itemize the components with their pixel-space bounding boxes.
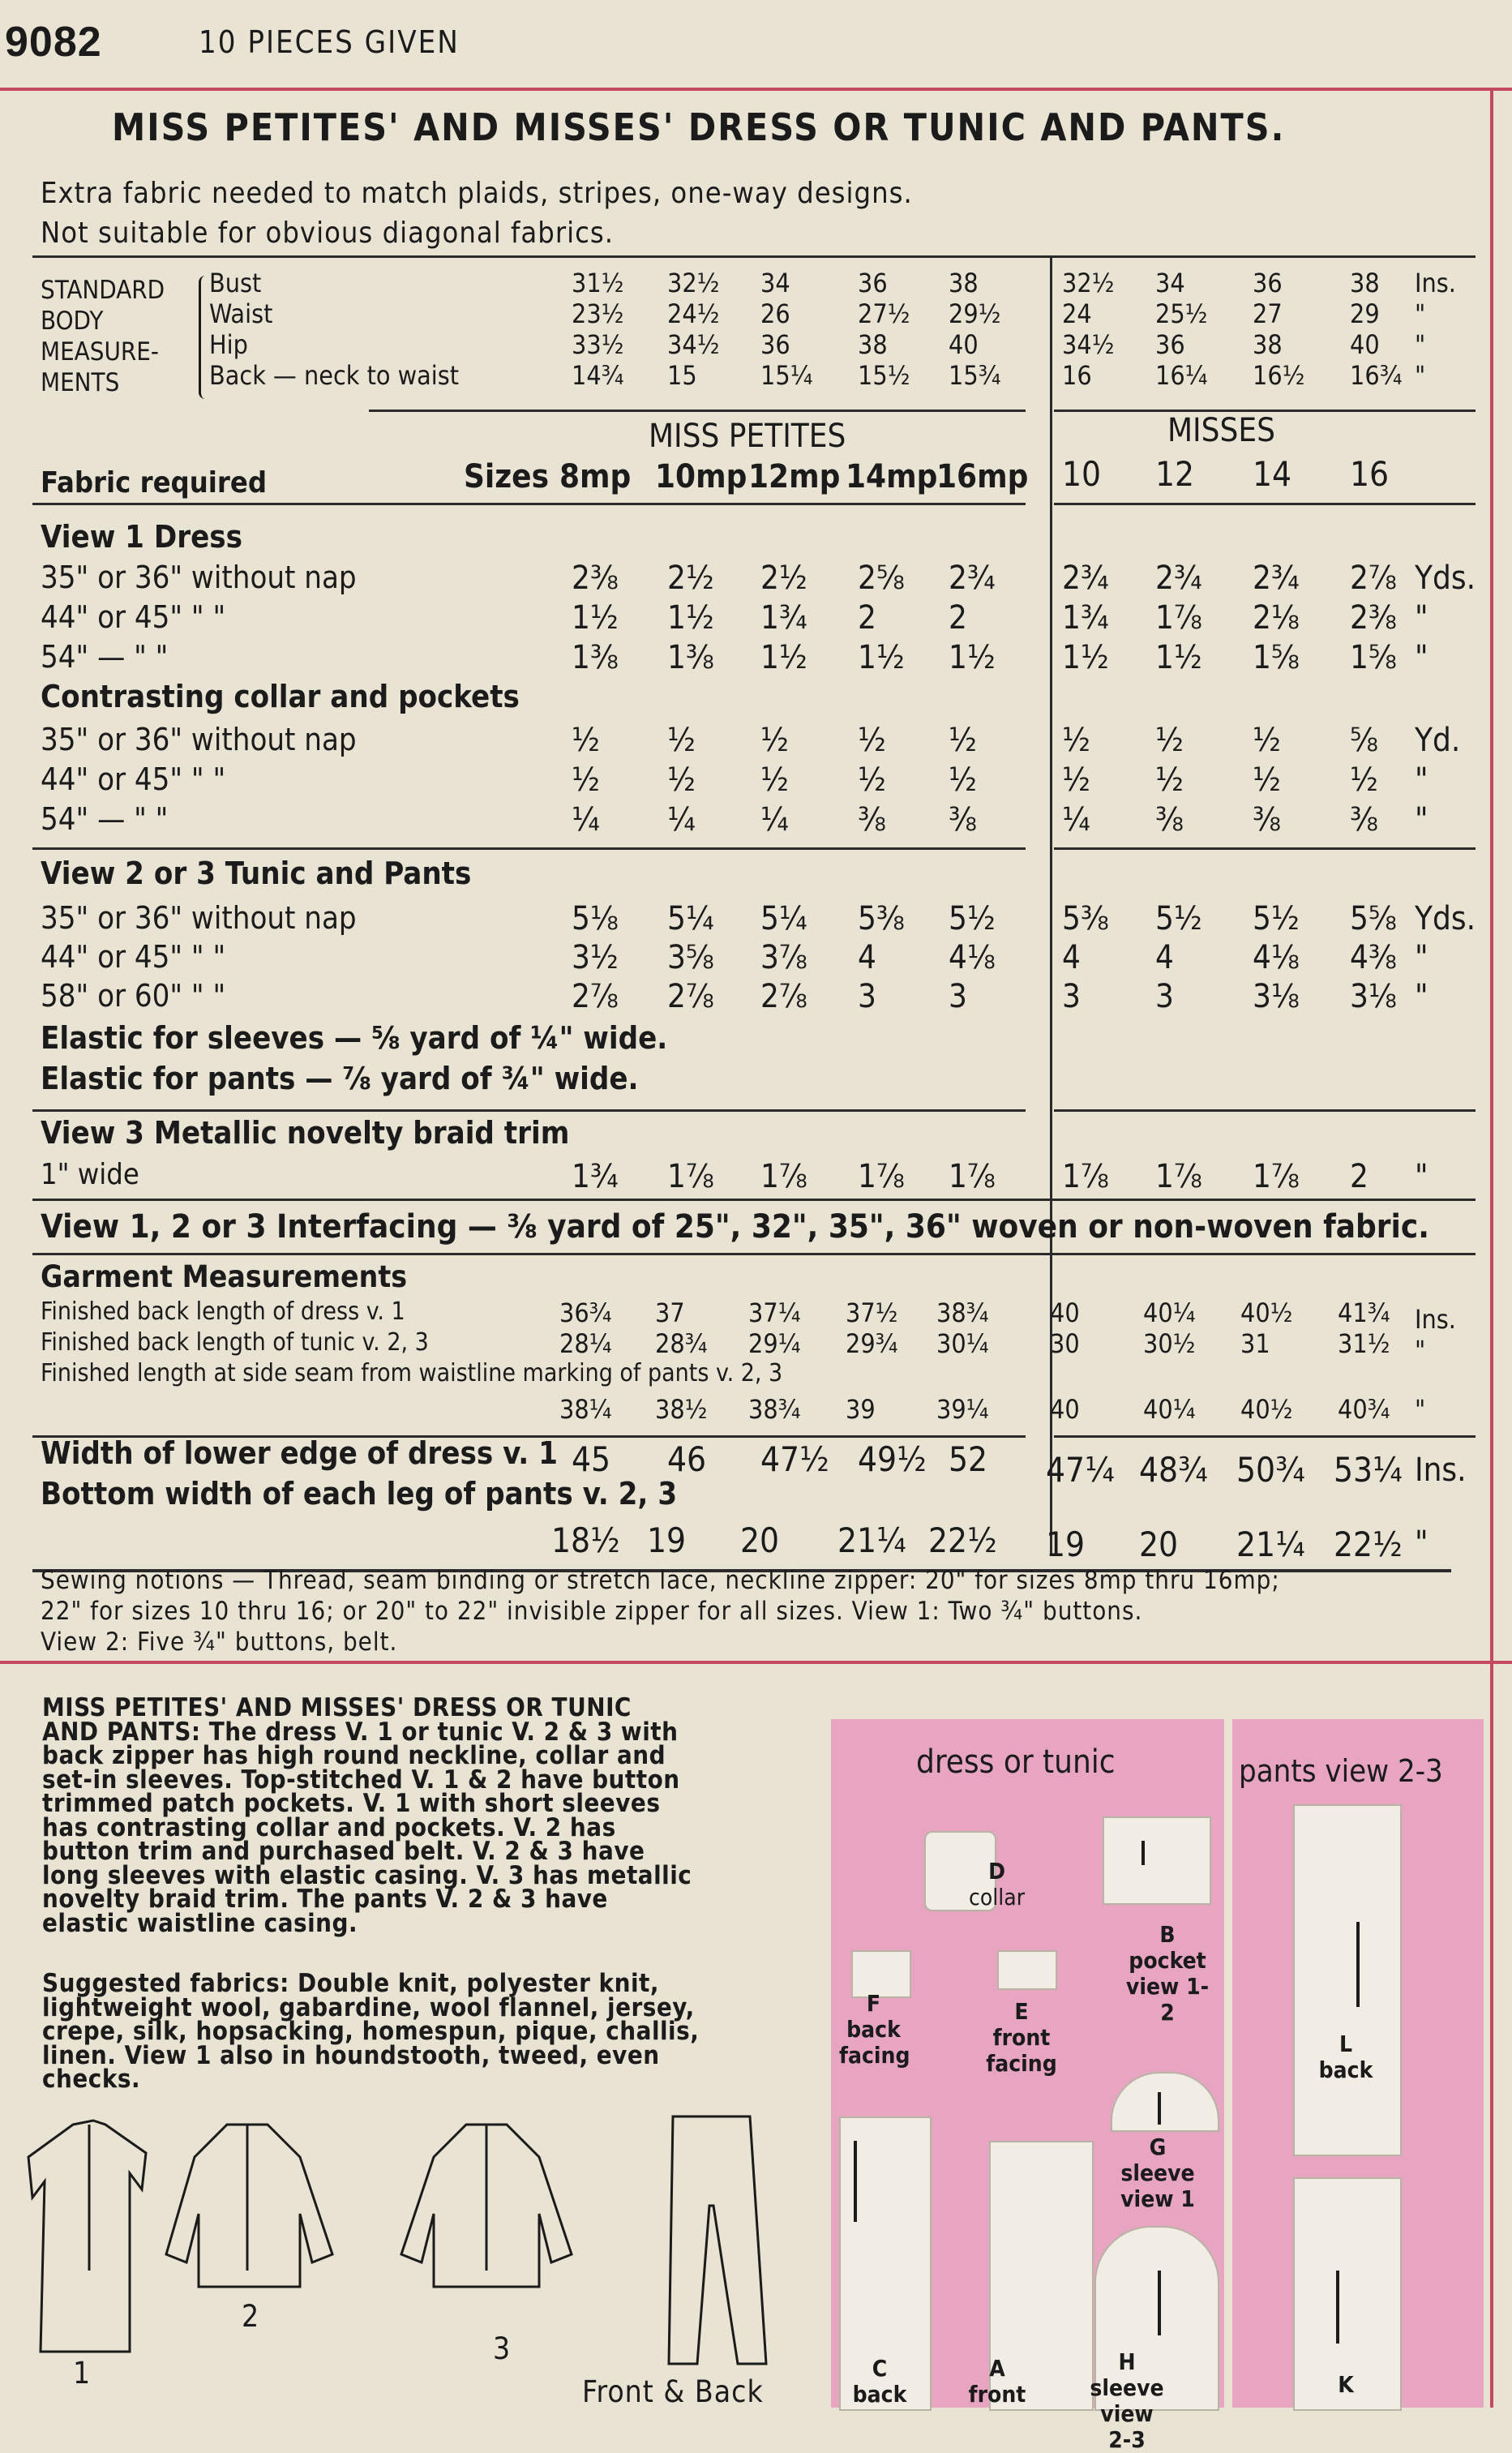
- width-dress-petite: 46: [667, 1439, 707, 1479]
- garment-petite-value: 38½: [655, 1394, 708, 1425]
- measurement-petite-value: 15½: [858, 360, 910, 391]
- petite-size: 8mp: [559, 458, 632, 495]
- contrast-heading: Contrasting collar and pockets: [41, 679, 520, 714]
- desc-line: button trim and purchased belt. V. 2 & 3 have: [42, 1837, 645, 1866]
- measurement-label: Hip: [209, 329, 248, 360]
- notions-line: Sewing notions — Thread, seam binding or stretch lace, neckline zipper: 20" for sizes 8mp thru 16mp;: [41, 1566, 1280, 1595]
- view23-row-petite-value: 5½: [949, 900, 996, 937]
- width-dress-petite: 47½: [760, 1439, 829, 1479]
- measurement-unit: ": [1415, 329, 1426, 360]
- view23-heading: View 2 or 3 Tunic and Pants: [41, 856, 472, 891]
- garment-petite-value: 37½: [846, 1297, 898, 1328]
- view23-row-misses-value: 3⅛: [1253, 978, 1300, 1015]
- interfacing: View 1, 2 or 3 Interfacing — ⅜ yard of 25", 32", 35", 36" woven or non-woven fabric.: [41, 1208, 1429, 1246]
- view23-row-misses-value: 4⅜: [1350, 939, 1397, 976]
- contrast-row-misses-value: ½: [1062, 722, 1090, 759]
- page-title: MISS PETITES' AND MISSES' DRESS OR TUNIC AND PANTS.: [112, 105, 1286, 149]
- grain-arrows: [831, 1719, 1484, 2408]
- elastic-pants: Elastic for pants — ⅞ yard of ¾" wide.: [41, 1061, 639, 1096]
- desc-line: long sleeves with elastic casing. V. 3 has metallic: [42, 1860, 692, 1890]
- measurement-misses-value: 38: [1253, 329, 1283, 360]
- notions-line: 22" for sizes 10 thru 16; or 20" to 22" invisible zipper for all sizes. View 1: Two ¾" buttons.: [41, 1597, 1143, 1626]
- view1-row-misses-value: 2⅜: [1350, 599, 1397, 637]
- contrast-row-petite-value: ¼: [760, 801, 789, 838]
- view23-row-petite-value: 2⅞: [572, 978, 619, 1015]
- garment-misses-value: 30: [1050, 1328, 1080, 1359]
- measurement-petite-value: 14¾: [572, 360, 624, 391]
- desc-line: set-in sleeves. Top-stitched V. 1 & 2 have button: [42, 1765, 680, 1795]
- top-border: [0, 88, 1512, 91]
- fabric-line: checks.: [42, 2065, 141, 2094]
- view23-row-petite-value: 3: [949, 978, 967, 1015]
- view3-row-misses-value: 1⅞: [1155, 1158, 1202, 1195]
- measurements-section-label: MEASURE-: [41, 337, 159, 367]
- measurement-misses-value: 34: [1155, 268, 1185, 298]
- contrast-row-petite-value: ½: [760, 722, 789, 759]
- view23-row-misses-value: 5⅝: [1350, 900, 1397, 937]
- garment-petite-value: 38¼: [559, 1394, 612, 1425]
- view3-row-unit: ": [1415, 1158, 1428, 1195]
- garment-petite-value: 28¾: [655, 1328, 708, 1359]
- contrast-row-petite-value: ½: [667, 722, 696, 759]
- piece-label-g: G sleeve view 1: [1120, 2134, 1195, 2212]
- garment-petite-value: 37¼: [748, 1297, 801, 1328]
- contrast-row-unit: ": [1415, 801, 1428, 838]
- fabric-line: crepe, silk, hopsacking, homespun, pique, challis,: [42, 2017, 700, 2046]
- fabric-required-label: Fabric required: [41, 466, 268, 500]
- contrast-row-misses-value: ⅜: [1350, 801, 1378, 838]
- view23-row-misses-value: 5½: [1155, 900, 1202, 937]
- misses-size: 10: [1062, 454, 1102, 494]
- garment-misses-value: 40½: [1240, 1394, 1293, 1425]
- measurement-petite-value: 34: [760, 268, 790, 298]
- contrast-row-misses-value: ⅜: [1155, 801, 1184, 838]
- measurement-misses-value: 38: [1350, 268, 1380, 298]
- view1-row-petite-value: 1½: [572, 599, 619, 637]
- width-pants-misses: 19: [1046, 1525, 1086, 1564]
- measurement-petite-value: 15¾: [949, 360, 1001, 391]
- contrast-row-misses-value: ½: [1350, 761, 1378, 799]
- measurements-brace: [199, 276, 209, 399]
- misses-title: MISSES: [1167, 412, 1275, 449]
- width-pants-label: Bottom width of each leg of pants v. 2, 3: [41, 1476, 678, 1512]
- view23-row-misses-value: 4: [1062, 939, 1081, 976]
- suggested-fabrics: [42, 1969, 700, 2094]
- contrast-row-unit: Yd.: [1415, 722, 1461, 759]
- view1-row-misses-value: 1½: [1155, 639, 1202, 676]
- layout-pants-title: pants view 2-3: [1239, 1753, 1443, 1789]
- view3-row-petite-value: 1⅞: [949, 1158, 996, 1195]
- view23-row-misses-value: 3: [1155, 978, 1174, 1015]
- contrast-row-petite-value: ¼: [667, 801, 696, 838]
- measurement-unit: ": [1415, 298, 1426, 329]
- measurement-petite-value: 26: [760, 298, 790, 329]
- measurement-misses-value: 16¾: [1350, 360, 1403, 391]
- measurements-section-label: BODY: [41, 307, 104, 336]
- tunic-sketch-2: [166, 2125, 332, 2287]
- view3-row-petite-value: 1¾: [572, 1158, 619, 1195]
- view23-row-petite-value: 4: [858, 939, 876, 976]
- view1-row-petite-value: 2: [858, 599, 876, 637]
- view23-row-petite-value: 5¼: [760, 900, 807, 937]
- pieces-given: 10 PIECES GIVEN: [199, 24, 460, 60]
- view23-row-label: 58" or 60" " ": [41, 978, 226, 1014]
- garment-petite-value: 30¼: [936, 1328, 989, 1359]
- measurements-section-label: STANDARD: [41, 276, 165, 305]
- view1-row-petite-value: 2½: [667, 560, 714, 597]
- view1-row-petite-value: 1½: [667, 599, 714, 637]
- measurement-petite-value: 36: [858, 268, 888, 298]
- contrast-row-unit: ": [1415, 761, 1428, 799]
- garment-misses-value: 40¼: [1143, 1297, 1196, 1328]
- layout-dress-title: dress or tunic: [916, 1743, 1116, 1781]
- right-border: [1490, 88, 1493, 2408]
- pattern-number: 9082: [5, 19, 102, 66]
- contrast-row-label: 54" — " ": [41, 801, 169, 837]
- contrast-row-petite-value: ½: [949, 722, 977, 759]
- sketch-number-3: 3: [493, 2331, 512, 2366]
- width-dress-label: Width of lower edge of dress v. 1: [41, 1435, 558, 1471]
- garment-petite-value: 29¾: [846, 1328, 898, 1359]
- view1-row-petite-value: 2⅝: [858, 560, 905, 597]
- view23-row-petite-value: 2⅞: [667, 978, 714, 1015]
- elastic-sleeves: Elastic for sleeves — ⅝ yard of ¼" wide.: [41, 1020, 668, 1056]
- desc-line: has contrasting collar and pockets. V. 2 has: [42, 1812, 616, 1842]
- view1-row-petite-value: 1⅜: [667, 639, 714, 676]
- garment-petite-value: 38¾: [748, 1394, 801, 1425]
- mid-border: [0, 1661, 1512, 1664]
- garment-petite-value: 28¼: [559, 1328, 612, 1359]
- view1-row-petite-value: 1¾: [760, 599, 807, 637]
- contrast-row-label: 35" or 36" without nap: [41, 722, 357, 757]
- view23-row-petite-value: 3⅞: [760, 939, 807, 976]
- desc-line: back zipper has high round neckline, collar and: [42, 1741, 666, 1770]
- measurement-unit: Ins.: [1415, 268, 1456, 298]
- measurement-label: Bust: [209, 268, 262, 298]
- desc-line: trimmed patch pockets. V. 1 with short sleeves: [42, 1789, 661, 1818]
- garment-petite-value: 36¾: [559, 1297, 612, 1328]
- garment-label: Finished back length of dress v. 1: [41, 1297, 405, 1326]
- view1-row-misses-value: 2⅞: [1350, 560, 1397, 597]
- view1-row-unit: Yds.: [1415, 560, 1476, 597]
- contrast-row-petite-value: ½: [949, 761, 977, 799]
- width-dress-misses: 50¾: [1236, 1450, 1305, 1490]
- view1-row-petite-value: 1½: [760, 639, 807, 676]
- width-dress-petite: 52: [949, 1439, 988, 1479]
- view3-row-misses-value: 2: [1350, 1158, 1369, 1195]
- garment-unit: ": [1415, 1394, 1426, 1425]
- view1-row-label: 44" or 45" " ": [41, 599, 226, 635]
- view1-row-petite-value: 1⅜: [572, 639, 619, 676]
- petite-size: 16mp: [936, 458, 1029, 495]
- measurement-petite-value: 23½: [572, 298, 624, 329]
- view23-row-label: 35" or 36" without nap: [41, 900, 357, 936]
- sizes-rule-right: [1054, 503, 1476, 505]
- view3-row-misses-value: 1⅞: [1253, 1158, 1300, 1195]
- view23-row-misses-value: 4: [1155, 939, 1174, 976]
- garment-petite-value: 38¾: [936, 1297, 989, 1328]
- view3-heading: View 3 Metallic novelty braid trim: [41, 1115, 570, 1151]
- fabric-line: linen. View 1 also in houndstooth, tweed, even: [42, 2040, 660, 2070]
- garment-petite-value: 29¼: [748, 1328, 801, 1359]
- measurements-section-label: MENTS: [41, 368, 120, 397]
- measurement-petite-value: 15: [667, 360, 697, 391]
- width-pants-petite: 19: [647, 1520, 687, 1560]
- measurement-petite-value: 40: [949, 329, 979, 360]
- sketch-caption: Front & Back: [582, 2374, 764, 2409]
- desc-line: elastic waistline casing.: [42, 1908, 358, 1938]
- measurement-unit: ": [1415, 360, 1426, 391]
- measurement-misses-value: 25½: [1155, 298, 1208, 329]
- measurement-misses-value: 32½: [1062, 268, 1115, 298]
- width-dress-unit: Ins.: [1415, 1452, 1467, 1489]
- view23-row-misses-value: 5½: [1253, 900, 1300, 937]
- garment-unit: Ins.: [1415, 1304, 1456, 1335]
- view3-row-petite-value: 1⅞: [667, 1158, 714, 1195]
- garment-misses-value: 30½: [1143, 1328, 1196, 1359]
- measurement-petite-value: 15¼: [760, 360, 813, 391]
- view1-row-misses-value: 1¾: [1062, 599, 1109, 637]
- measurement-petite-value: 24½: [667, 298, 720, 329]
- view23-row-misses-value: 3: [1062, 978, 1081, 1015]
- piece-label-c: C back: [852, 2355, 907, 2408]
- view3-row-misses-value: 1⅞: [1062, 1158, 1109, 1195]
- garment-misses-value: 40½: [1240, 1297, 1293, 1328]
- petite-size: 12mp: [748, 458, 841, 495]
- view23-row-misses-value: 4⅛: [1253, 939, 1300, 976]
- view23-rule-left: [32, 1109, 1026, 1112]
- view23-row-petite-value: 5⅛: [572, 900, 619, 937]
- measurement-misses-value: 36: [1155, 329, 1185, 360]
- sketch-number-2: 2: [242, 2299, 260, 2334]
- view23-rule-right: [1054, 1109, 1476, 1112]
- width-pants-petite: 20: [740, 1520, 780, 1560]
- garment-petite-value: 37: [655, 1297, 685, 1328]
- view1-row-petite-value: 2½: [760, 560, 807, 597]
- view23-row-petite-value: 5⅜: [858, 900, 905, 937]
- piece-label-k: K: [1338, 2371, 1354, 2398]
- sewing-notions: [41, 1565, 1484, 1657]
- view1-row-petite-value: 2: [949, 599, 967, 637]
- view1-row-unit: ": [1415, 599, 1428, 637]
- piece-label-h: H sleeve view 2-3: [1090, 2348, 1164, 2453]
- view3-row-petite-value: 1⅞: [760, 1158, 807, 1195]
- piece-label-b: B pocket view 1-2: [1125, 1921, 1210, 2026]
- width-pants-petite: 18½: [551, 1520, 620, 1560]
- view23-row-petite-value: 2⅞: [760, 978, 807, 1015]
- garment-heading: Garment Measurements: [41, 1259, 408, 1294]
- width-dress-misses: 53¼: [1334, 1450, 1403, 1490]
- contrast-row-misses-value: ½: [1253, 761, 1281, 799]
- width-pants-misses: 21¼: [1236, 1525, 1305, 1564]
- garment-misses-value: 31½: [1338, 1328, 1390, 1359]
- width-pants-petite: 22½: [928, 1520, 997, 1560]
- width-pants-misses: 22½: [1334, 1525, 1403, 1564]
- desc-line: AND PANTS: The dress V. 1 or tunic V. 2 & 3 with: [42, 1717, 679, 1747]
- measurement-petite-value: 34½: [667, 329, 720, 360]
- column-divider: [1050, 258, 1052, 1555]
- piece-label-f: F back facing: [839, 1990, 910, 2069]
- view23-row-misses-value: 3⅛: [1350, 978, 1397, 1015]
- view1-row-misses-value: 2¾: [1062, 560, 1109, 597]
- width-pants-petite: 21¼: [837, 1520, 906, 1560]
- width-pants-misses: 20: [1139, 1525, 1179, 1564]
- view1-row-label: 54" — " ": [41, 639, 169, 675]
- garment-label: Finished back length of tunic v. 2, 3: [41, 1328, 429, 1357]
- contrast-row-misses-value: ½: [1155, 761, 1184, 799]
- piece-label-l: L back: [1318, 2031, 1373, 2083]
- measurement-petite-value: 32½: [667, 268, 720, 298]
- view1-row-misses-value: 1½: [1062, 639, 1109, 676]
- view1-row-petite-value: 2¾: [949, 560, 996, 597]
- view23-row-unit: ": [1415, 978, 1428, 1015]
- contrast-row-misses-value: ½: [1155, 722, 1184, 759]
- view1-row-misses-value: 1⅞: [1155, 599, 1202, 637]
- description: [42, 1693, 692, 1938]
- garment-rule-right: [1054, 1435, 1476, 1438]
- misses-size: 12: [1155, 454, 1195, 494]
- width-dress-petite: 49½: [858, 1439, 927, 1479]
- measurement-misses-value: 16½: [1253, 360, 1305, 391]
- view1-row-misses-value: 2¾: [1155, 560, 1202, 597]
- contrast-row-petite-value: ½: [572, 761, 600, 799]
- garment-label: Finished length at side seam from waistline marking of pants v. 2, 3: [41, 1359, 783, 1387]
- contrast-row-misses-value: ⅜: [1253, 801, 1281, 838]
- measurement-petite-value: 36: [760, 329, 790, 360]
- view1-rule-right: [1054, 847, 1476, 850]
- sizes-rule-left: [32, 503, 1026, 505]
- misses-size: 16: [1350, 454, 1390, 494]
- contrast-row-label: 44" or 45" " ": [41, 761, 226, 797]
- measurements-rule-left: [369, 410, 1026, 412]
- contrast-row-petite-value: ⅜: [858, 801, 886, 838]
- measurement-misses-value: 27: [1253, 298, 1283, 329]
- contrast-row-misses-value: ½: [1253, 722, 1281, 759]
- view1-heading: View 1 Dress: [41, 519, 243, 555]
- sizes-label: Sizes: [464, 458, 550, 495]
- pants-sketch: [669, 2116, 766, 2364]
- notions-line: View 2: Five ¾" buttons, belt.: [41, 1627, 398, 1657]
- measurement-misses-value: 40: [1350, 329, 1380, 360]
- measurement-label: Back — neck to waist: [209, 360, 460, 391]
- garment-misses-value: 40¼: [1143, 1394, 1196, 1425]
- measurement-misses-value: 36: [1253, 268, 1283, 298]
- contrast-row-misses-value: ¼: [1062, 801, 1090, 838]
- garment-petite-value: 39: [846, 1394, 876, 1425]
- garment-sketches: [24, 2108, 803, 2408]
- garment-misses-value: 40¾: [1338, 1394, 1390, 1425]
- petite-size: 14mp: [846, 458, 938, 495]
- measurement-label: Waist: [209, 298, 273, 329]
- measurement-misses-value: 34½: [1062, 329, 1115, 360]
- view23-row-unit: ": [1415, 939, 1428, 976]
- fabric-line: lightweight wool, gabardine, wool flannel, jersey,: [42, 1992, 695, 2022]
- contrast-row-petite-value: ¼: [572, 801, 600, 838]
- measurement-petite-value: 29½: [949, 298, 1001, 329]
- width-dress-misses: 47¼: [1046, 1450, 1115, 1490]
- contrast-row-petite-value: ½: [858, 722, 886, 759]
- view1-row-misses-value: 2⅛: [1253, 599, 1300, 637]
- contrast-row-petite-value: ½: [858, 761, 886, 799]
- view1-row-petite-value: 1½: [949, 639, 996, 676]
- desc-line: novelty braid trim. The pants V. 2 & 3 have: [42, 1885, 608, 1914]
- view23-row-petite-value: 3½: [572, 939, 619, 976]
- view3-row-petite-value: 1⅞: [858, 1158, 905, 1195]
- view23-row-petite-value: 5¼: [667, 900, 714, 937]
- fabric-line: Suggested fabrics: Double knit, polyester knit,: [42, 1969, 659, 1998]
- measurement-misses-value: 16: [1062, 360, 1092, 391]
- view23-row-petite-value: 3⅝: [667, 939, 714, 976]
- garment-misses-value: 40: [1050, 1394, 1080, 1425]
- petites-title: MISS PETITES: [649, 418, 846, 455]
- sketch-number-1: 1: [73, 2356, 92, 2391]
- view1-row-misses-value: 1⅝: [1253, 639, 1300, 676]
- misses-size: 14: [1253, 454, 1292, 494]
- contrast-row-petite-value: ⅜: [949, 801, 977, 838]
- piece-label-d: D collar: [969, 1858, 1026, 1911]
- contrast-row-petite-value: ½: [760, 761, 789, 799]
- garment-misses-value: 40: [1050, 1297, 1080, 1328]
- view1-row-unit: ": [1415, 639, 1428, 676]
- measurement-misses-value: 16¼: [1155, 360, 1208, 391]
- view1-row-petite-value: 1½: [858, 639, 905, 676]
- note-1: Extra fabric needed to match plaids, stripes, one-way designs.: [41, 177, 913, 210]
- garment-misses-value: 41¾: [1338, 1297, 1390, 1328]
- measurement-petite-value: 27½: [858, 298, 910, 329]
- view3-rule: [32, 1199, 1476, 1201]
- width-dress-petite: 45: [572, 1439, 611, 1479]
- dress-sketch: [28, 2121, 146, 2352]
- piece-label-a: A front: [968, 2355, 1026, 2408]
- measurement-petite-value: 31½: [572, 268, 624, 298]
- garment-misses-value: 31: [1240, 1328, 1270, 1359]
- view3-row-label: 1" wide: [41, 1158, 139, 1191]
- petite-size: 10mp: [655, 458, 747, 495]
- view23-row-petite-value: 3: [858, 978, 876, 1015]
- measurement-petite-value: 38: [949, 268, 979, 298]
- measurement-misses-value: 24: [1062, 298, 1092, 329]
- garment-petite-value: 39¼: [936, 1394, 989, 1425]
- view23-row-unit: Yds.: [1415, 900, 1476, 937]
- view1-row-misses-value: 1⅝: [1350, 639, 1397, 676]
- contrast-row-petite-value: ½: [667, 761, 696, 799]
- view1-rule-left: [32, 847, 1026, 850]
- contrast-row-petite-value: ½: [572, 722, 600, 759]
- view23-row-label: 44" or 45" " ": [41, 939, 226, 975]
- view1-row-misses-value: 2¾: [1253, 560, 1300, 597]
- width-pants-unit: ": [1415, 1525, 1428, 1562]
- measurement-petite-value: 38: [858, 329, 888, 360]
- garment-unit: ": [1415, 1335, 1426, 1366]
- note-2: Not suitable for obvious diagonal fabrics.: [41, 217, 615, 250]
- view23-row-petite-value: 4⅛: [949, 939, 996, 976]
- width-dress-misses: 48¾: [1139, 1450, 1208, 1490]
- contrast-row-misses-value: ½: [1062, 761, 1090, 799]
- contrast-row-misses-value: ⅝: [1350, 722, 1378, 759]
- desc-line: MISS PETITES' AND MISSES' DRESS OR TUNIC: [42, 1693, 632, 1722]
- view23-row-misses-value: 5⅜: [1062, 900, 1109, 937]
- piece-label-e: E front facing: [986, 1998, 1057, 2077]
- interfacing-rule: [32, 1253, 1476, 1255]
- view1-row-label: 35" or 36" without nap: [41, 560, 357, 595]
- view1-row-petite-value: 2⅜: [572, 560, 619, 597]
- measurement-petite-value: 33½: [572, 329, 624, 360]
- measurement-misses-value: 29: [1350, 298, 1380, 329]
